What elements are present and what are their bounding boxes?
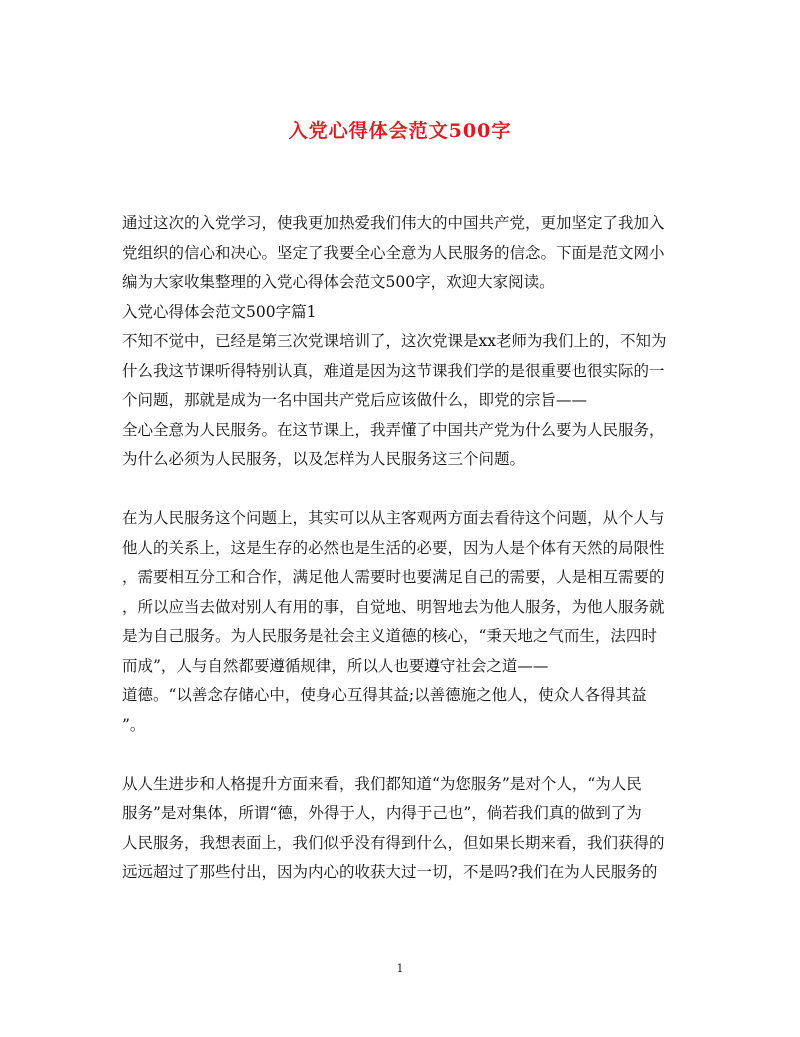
body-line: 远远超过了那些付出，因为内心的收获大过一切，不是吗?我们在为人民服务的 bbox=[122, 863, 658, 881]
blank-line bbox=[122, 475, 682, 505]
body-line: 党组织的信心和决心。坚定了我要全心全意为人民服务的信念。下面是范文网小 bbox=[122, 243, 665, 262]
body-line: 他人的关系上，这是生存的必然也是生活的必要，因为人是个体有天然的局限性 bbox=[122, 538, 665, 557]
body-line: 通过这次的入党学习，使我更加热爱我们伟大的中国共产党，更加坚定了我加入 bbox=[122, 214, 665, 232]
blank-line bbox=[122, 740, 682, 770]
document-body bbox=[122, 209, 682, 888]
body-line: 道德。“以善念存储心中，使身心互得其益;以善德施之他人，使众人各得其益 bbox=[122, 686, 647, 704]
body-line: 为什么必须为人民服务，以及怎样为人民服务这三个问题。 bbox=[122, 450, 526, 468]
document-title: 入党心得体会范文500字 bbox=[288, 120, 512, 142]
body-line: ”。 bbox=[122, 715, 146, 734]
body-line: 服务”是对集体，所谓“德，外得于人，内得于己也”，倘若我们真的做到了为 bbox=[122, 804, 642, 822]
body-line: 是为自己服务。为人民服务是社会主义道德的核心，“秉天地之气而生，法四时 bbox=[122, 627, 657, 645]
body-line: ，所以应当去做对别人有用的事，自觉地、明智地去为他人服务，为他人服务就 bbox=[122, 597, 665, 616]
body-line: 人民服务，我想表面上，我们似乎没有得到什么，但如果长期来看，我们获得的 bbox=[122, 833, 665, 852]
body-line: 什么我这节课听得特别认真，难道是因为这节课我们学的是很重要也很实际的一 bbox=[122, 361, 665, 380]
page-number: 1 bbox=[396, 962, 404, 975]
body-line: 而成”，人与自然都要遵循规律，所以人也要遵守社会之道—— bbox=[122, 656, 549, 675]
body-line: 不知不觉中，已经是第三次党课培训了，这次党课是xx老师为我们上的，不知为 bbox=[122, 332, 667, 350]
body-line: 入党心得体会范文500字篇1 bbox=[122, 302, 317, 321]
body-line: 全心全意为人民服务。在这节课上，我弄懂了中国共产党为什么要为人民服务， bbox=[122, 420, 665, 439]
body-line: 在为人民服务这个问题上，其实可以从主客观两方面去看待这个问题，从个人与 bbox=[122, 509, 665, 527]
body-line: 个问题，那就是成为一名中国共产党后应该做什么，即党的宗旨—— bbox=[122, 391, 588, 409]
body-line: ，需要相互分工和合作，满足他人需要时也要满足自己的需要，人是相互需要的 bbox=[122, 568, 665, 586]
body-line: 编为大家收集整理的入党心得体会范文500字，欢迎大家阅读。 bbox=[122, 273, 555, 291]
body-line: 从人生进步和人格提升方面来看，我们都知道“为您服务”是对个人，“为人民 bbox=[122, 774, 642, 793]
